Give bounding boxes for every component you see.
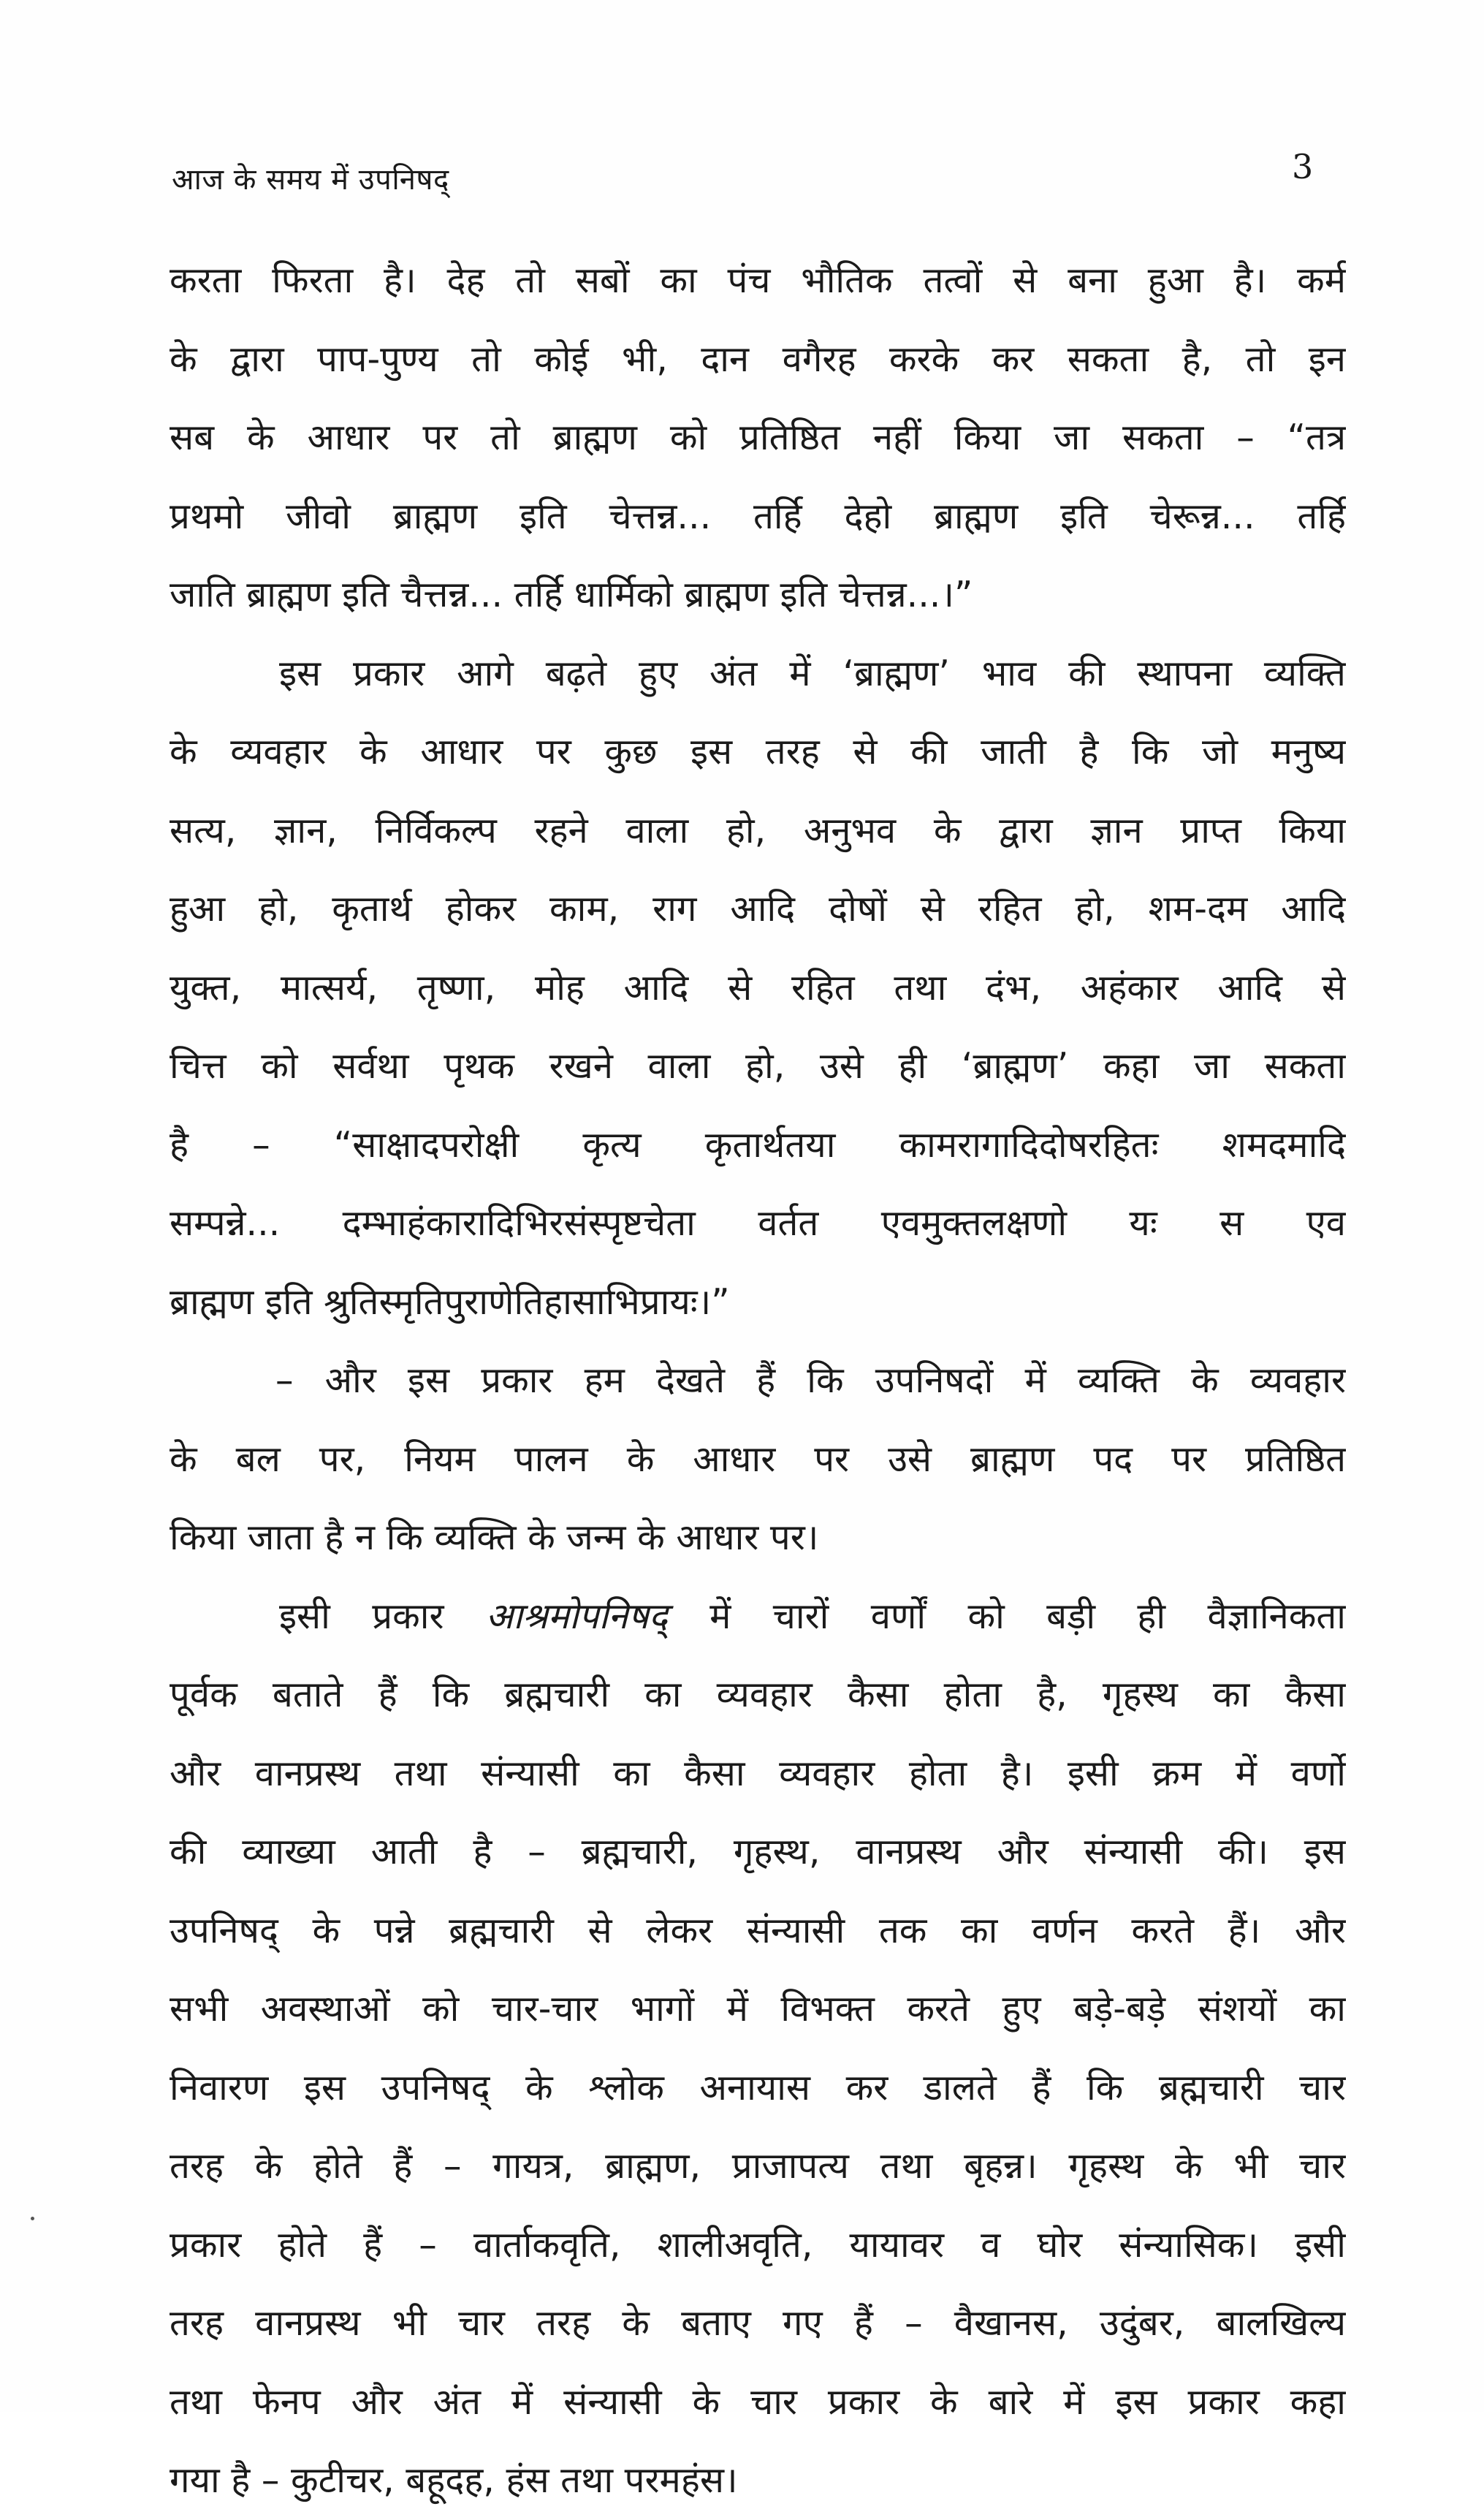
paragraph-line: सभी अवस्थाओं को चार-चार भागों में विभक्त करते हुए बड़े-बड़े संशयों का — [170, 1988, 1346, 2030]
print-speck — [31, 2217, 34, 2220]
paragraph-line: उपनिषद् के पन्ने ब्रह्मचारी से लेकर संन्यासी तक का वर्णन करते हैं। और — [170, 1909, 1346, 1951]
paragraph-1 — [170, 241, 1346, 634]
paragraph-line: किया जाता है न कि व्यक्ति के जन्म के आधार पर। — [170, 1517, 819, 1558]
paragraph-line: इस प्रकार आगे बढ़ते हुए अंत में ‘ब्राह्मण’ भाव की स्थापना व्यक्ति — [279, 652, 1346, 694]
paragraph-line: – और इस प्रकार हम देखते हैं कि उपनिषदों में व्यक्ति के व्यवहार — [275, 1359, 1346, 1401]
text-run: में चारों वर्णों को बड़ी ही वैज्ञानिकता — [667, 1595, 1346, 1637]
paragraph-line: सब के आधार पर तो ब्राह्मण को प्रतिष्ठित नहीं किया जा सकता – “तत्र — [170, 417, 1346, 458]
running-header: आज के समय में उपनिषद् — [172, 163, 449, 197]
paragraph-line: करता फिरता है। देह तो सबों का पंच भौतिक तत्वों से बना हुआ है। कर्म — [170, 259, 1346, 301]
paragraph-line: के बल पर, नियम पालन के आधार पर उसे ब्राह्मण पद पर प्रतिष्ठित — [170, 1438, 1346, 1480]
paragraph-line: हुआ हो, कृतार्थ होकर काम, राग आदि दोषों से रहित हो, शम-दम आदि — [170, 888, 1346, 930]
paragraph-line: युक्त, मात्सर्य, तृष्णा, मोह आदि से रहित तथा दंभ, अहंकार आदि से — [170, 966, 1346, 1009]
text-body — [170, 241, 1346, 2520]
paragraph-line: ब्राह्मण इति श्रुतिस्मृतिपुराणेतिहासाभिप्रायः।” — [170, 1280, 730, 1323]
paragraph-line: के व्यवहार के आधार पर कुछ इस तरह से की जाती है कि जो मनुष्य — [170, 731, 1346, 773]
paragraph-line: और वानप्रस्थ तथा संन्यासी का कैसा व्यवहार होता है। इसी क्रम में वर्णो — [170, 1752, 1346, 1794]
text-run: इसी प्रकार — [279, 1595, 486, 1637]
paragraph-line: की व्याख्या आती है – ब्रह्मचारी, गृहस्थ, वानप्रस्थ और संन्यासी की। इस — [170, 1831, 1346, 1872]
paragraph-2 — [170, 634, 1346, 1342]
upanishad-title: आश्रमोपनिषद् — [485, 1595, 668, 1637]
paragraph-first-line — [170, 1577, 1346, 1656]
paragraph-4 — [170, 1577, 1346, 2520]
paragraph-line: सम्पन्ने... दम्भाहंकारादिभिरसंस्पृष्टचेता वर्तत एवमुक्तलक्षणो यः स एव — [170, 1202, 1346, 1244]
paragraph-line: निवारण इस उपनिषद् के श्लोक अनायास कर डालते हैं कि ब्रह्मचारी चार — [170, 2066, 1346, 2109]
paragraph-line: चित्त को सर्वथा पृथक रखने वाला हो, उसे ही ‘ब्राह्मण’ कहा जा सकता — [170, 1045, 1346, 1087]
page-number: 3 — [1292, 147, 1314, 186]
paragraph-line: प्रथमो जीवो ब्राह्मण इति चेत्तन्न... तर्हि देहो ब्राह्मण इति चेरून्न... तर्हि — [170, 495, 1346, 537]
paragraph-line: के द्वारा पाप-पुण्य तो कोई भी, दान वगैरह करके कर सकता है, तो इन — [170, 338, 1346, 380]
paragraph-line: है – “साक्षादपरोक्षी कृत्य कृतार्थतया कामरागादिदोषरहितः शमदमादि — [170, 1123, 1346, 1166]
paragraph-line: तथा फेनप और अंत में संन्यासी के चार प्रकार के बारे में इस प्रकार कहा — [170, 2380, 1346, 2423]
paragraph-line: जाति ब्राह्मण इति चैत्तन्न... तर्हि धार्मिको ब्राह्मण इति चेत्तन्न...।” — [170, 574, 973, 615]
paragraph-line: पूर्वक बताते हैं कि ब्रह्मचारी का व्यवहार कैसा होता है, गृहस्थ का कैसा — [170, 1674, 1346, 1715]
paragraph-line: गया है – कुटीचर, बहूदह, हंस तथा परमहंस। — [170, 2459, 738, 2501]
paragraph-3 — [170, 1341, 1346, 1577]
paragraph-line: तरह के होते हैं – गायत्र, ब्राह्मण, प्राजापत्य तथा बृहन्न। गृहस्थ के भी चार — [170, 2145, 1346, 2187]
paragraph-line: सत्य, ज्ञान, निर्विकल्प रहने वाला हो, अनुभव के द्वारा ज्ञान प्राप्त किया — [170, 809, 1346, 851]
paragraph-line: तरह वानप्रस्थ भी चार तरह के बताए गए हैं – वैखानस, उदुंबर, बालखिल्य — [170, 2302, 1346, 2344]
paragraph-line: प्रकार होते हैं – वार्ताकवृति, शालीअवृति, यायावर व घोर संन्यासिक। इसी — [170, 2223, 1346, 2266]
